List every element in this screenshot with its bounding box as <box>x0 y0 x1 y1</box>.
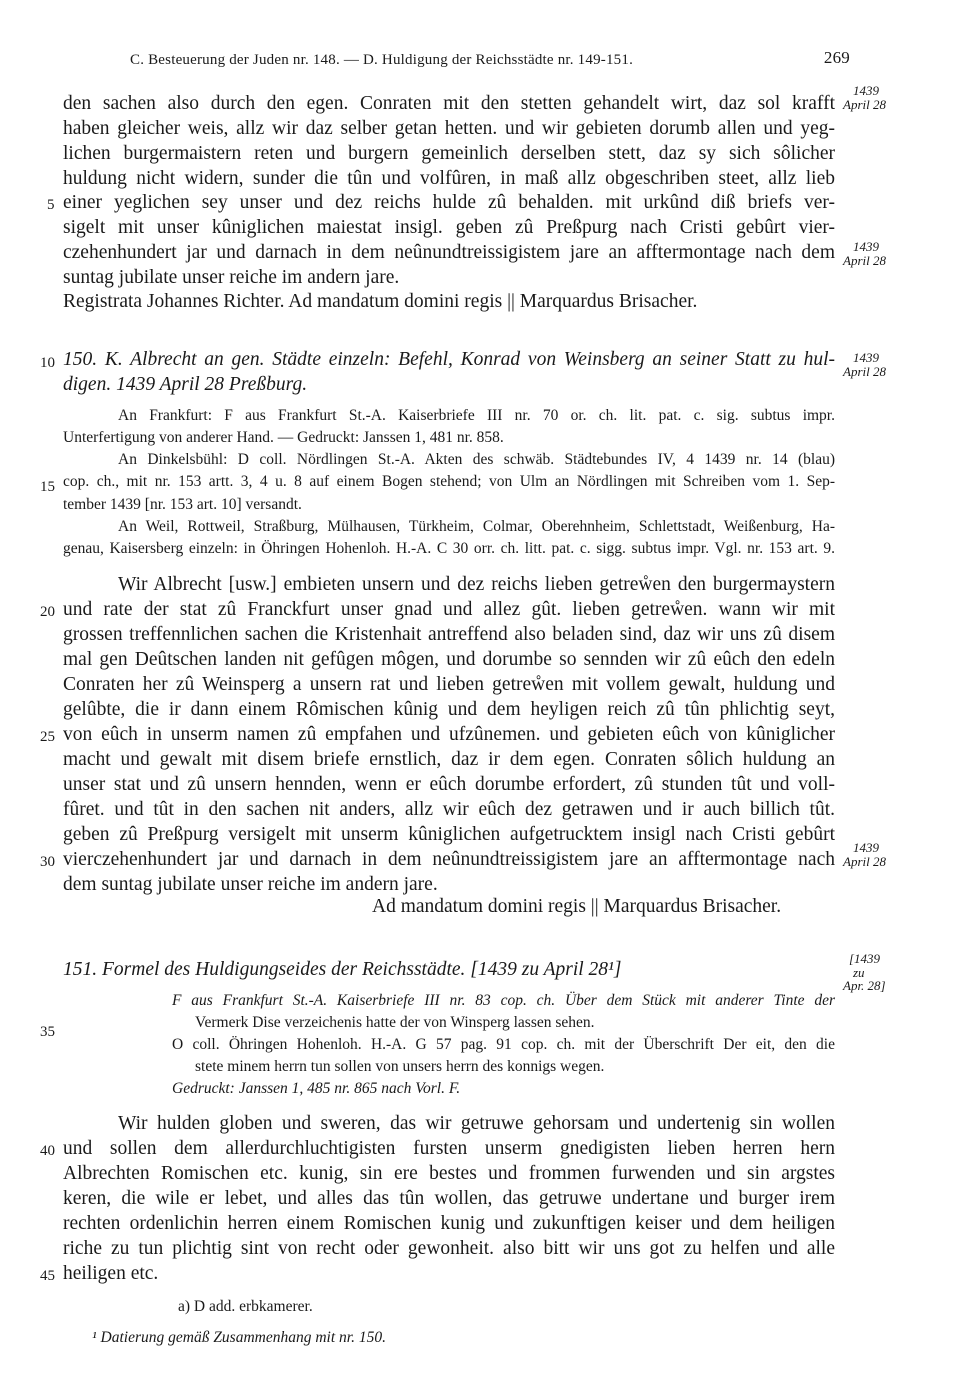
margin-date: 1439 April 28 <box>843 83 886 112</box>
line-number: 30 <box>40 854 55 870</box>
margin-date: [1439 zu Apr. 28] <box>843 951 886 994</box>
text-line: und rate der stat zû Franckfurt unser gnad und allez gût. lieben getreẘen. wann wir mit <box>63 599 835 620</box>
document-heading-150-cont: digen. 1439 April 28 Preßburg. <box>63 374 308 395</box>
text-line: einer yeglichen sey unser und dez reichs hulde zû behalden. mit urkûnd diß briefs ver- <box>63 192 835 213</box>
footnote-a: a) D add. erbkamerer. <box>178 1298 313 1315</box>
text-line: heiligen etc. <box>63 1263 159 1284</box>
text-line: Wir Albrecht [usw.] embieten unsern und dez reichs lieben getreẘen den burgermaystern <box>118 574 835 595</box>
margin-date: 1439 April 28 <box>843 350 886 379</box>
line-number: 15 <box>40 479 55 495</box>
line-number: 45 <box>40 1268 55 1284</box>
text-line: grossen treffennlichen sachen die Kristenhait antreffend also beladen sind, daz wir uns zû disem <box>63 624 835 645</box>
line-number: 10 <box>40 355 55 371</box>
source-note: stete minem herrn tun sollen von unsers herrn des konnigs wegen. <box>195 1058 605 1075</box>
text-line: riche zu tun plichtig sint von recht oder gewonheit. also bitt wir uns got zu helfen und alle <box>63 1238 835 1259</box>
text-line: Albrechten Romischen etc. kunig, sin ere bestes und frommen furwenden und sin argstes <box>63 1163 835 1184</box>
line-number: 5 <box>47 197 55 213</box>
text-line: Conraten her zû Weinsperg a unsern rat und lieben getreẘen mit vollem gewalt, huldung und <box>63 674 835 695</box>
source-note: Unterfertigung von anderer Hand. — Gedruckt: Janssen 1, 481 nr. 858. <box>63 429 504 446</box>
text-line: czehenhundert jar und darnach in dem neûnundtreissigistem jare an afftermontage nach dem <box>63 242 835 263</box>
line-number: 35 <box>40 1024 55 1040</box>
subscription-line: Ad mandatum domini regis || Marquardus Brisacher. <box>372 896 782 917</box>
text-line: und sollen dem allerdurchluchtigisten fursten unserm gnedigisten lieben herren hern <box>63 1138 835 1159</box>
text-line: haben gleicher weis, allz wir daz selber getan hetten. und wir gebieten dorumb allen und yeg- <box>63 118 835 139</box>
text-line: fûret. und tût in den sachen nit anders, allz wir eûch dez getrawen und ir auch billich tût. <box>63 799 835 820</box>
source-note: An Frankfurt: F aus Frankfurt St.-A. Kaiserbriefe III nr. 70 or. ch. lit. pat. c. sig. subtus impr. <box>118 407 835 424</box>
margin-date: 1439 April 28 <box>843 239 886 268</box>
text-line: dem suntag jubilate unser reiche im andern jare. <box>63 874 438 895</box>
page-number: 269 <box>823 48 850 67</box>
text-line: geben zû Preßpurg versigelt mit unserm kûniglichen aufgetrucktem insigl nach Cristi gebûrt <box>63 824 835 845</box>
text-line: macht und gewalt mit disem briefe ernstlich, daz ir dem egen. Conraten sôlich huldung an <box>63 749 835 770</box>
source-note: O coll. Öhringen Hohenloh. H.-A. G 57 pag. 91 cop. ch. mit der Überschrift Der eit, den die <box>172 1036 835 1053</box>
line-number: 20 <box>40 604 55 620</box>
text-line: keren, die wile er lebet, und alles das tûn wollen, das getruwe undertane und burger irem <box>63 1188 835 1209</box>
source-note: cop. ch., mit nr. 153 artt. 3, 4 u. 8 auf einem Bogen stehend; von Ulm an Nördlingen mit Schreiben vom 1. Sep- <box>63 473 835 490</box>
source-note: genau, Kaisersberg einzeln: in Öhringen Hohenloh. H.-A. C 30 orr. ch. litt. pat. c. sigg. subtus impr. Vgl. nr. 153 art. 9. <box>63 540 835 557</box>
text-line: gelûbte, die ir dann einem Rômischen kûnig und dem heyligen reich zû tûn phlichtig seyt, <box>63 699 835 720</box>
text-line: rechten ordenlichin herren einem Romischen kunig und zukunftigen keiser und dem heiligen <box>63 1213 835 1234</box>
text-line: lichen burgermaistern reten und burgern gemeinlich derselben stett, daz sy sich sôlicher <box>63 143 835 164</box>
document-heading-150: 150. K. Albrecht an gen. Städte einzeln: Befehl, Konrad von Weinsberg an seiner Statt zu hul- <box>63 349 835 370</box>
text-line: unser stat und zû unsern hennden, wenn er eûch dorumbe erfordert, zû stunden tût und voll- <box>63 774 835 795</box>
text-line: Wir hulden globen und sweren, das wir getruwe gehorsam und undertenig sin wollen <box>118 1113 835 1134</box>
source-note: F aus Frankfurt St.-A. Kaiserbriefe III nr. 83 cop. ch. Über dem Stück mit anderer Tinte der <box>172 992 835 1009</box>
source-note: tember 1439 [nr. 153 art. 10] versandt. <box>63 496 302 513</box>
subscription-line: Registrata Johannes Richter. Ad mandatum domini regis || Marquardus Brisacher. <box>63 291 698 312</box>
text-line: von eûch in unserm namen zû empfahen und ufzûnemen. und gebieten eûch von kûniglicher <box>63 724 835 745</box>
text-line: suntag jubilate unser reiche im andern jare. <box>63 267 400 288</box>
running-header <box>130 48 850 69</box>
text-line: den sachen also durch den egen. Conraten mit den stetten gehandelt wirt, daz sol krafft <box>63 93 835 114</box>
footnote-1: ¹ Datierung gemäß Zusammenhang mit nr. 150. <box>92 1329 386 1346</box>
text-line: vierczehenhundert jar und darnach in dem neûnundtreissigistem jare an afftermontage nach <box>63 849 835 870</box>
line-number: 25 <box>40 729 55 745</box>
text-line: sigelt mit unser kûniglichen maiestat insigl. geben zû Preßpurg nach Cristi gebûrt vier- <box>63 217 835 238</box>
source-note: An Weil, Rottweil, Straßburg, Mülhausen, Türkheim, Colmar, Oberehnheim, Schlettstadt, Weißenburg, Ha- <box>118 518 835 535</box>
source-note: An Dinkelsbühl: D coll. Nördlingen St.-A. Akten des schwäb. Städtebundes IV, 4 1439 nr. 14 (blau) <box>118 451 835 468</box>
source-note: Gedruckt: Janssen 1, 485 nr. 865 nach Vorl. F. <box>172 1080 461 1097</box>
text-line: huldung nicht widern, sunder die tûn und volfûren, in maß allz obgeschriben steet, allz lieb <box>63 168 835 189</box>
running-title: C. Besteuerung der Juden nr. 148. — D. Huldigung der Reichsstädte nr. 149-151. <box>130 52 634 68</box>
document-heading-151: 151. Formel des Huldigungseides der Reichsstädte. [1439 zu April 28¹] <box>63 959 622 980</box>
line-number: 40 <box>40 1143 55 1159</box>
source-note: Vermerk Dise verzeichenis hatte der von Winsperg lassen sehen. <box>195 1014 595 1031</box>
text-line: mal gen Deûtschen landen nit gefûgen môgen, und dorumbe so sennden wir zû eûch den edeln <box>63 649 835 670</box>
margin-date: 1439 April 28 <box>843 840 886 869</box>
